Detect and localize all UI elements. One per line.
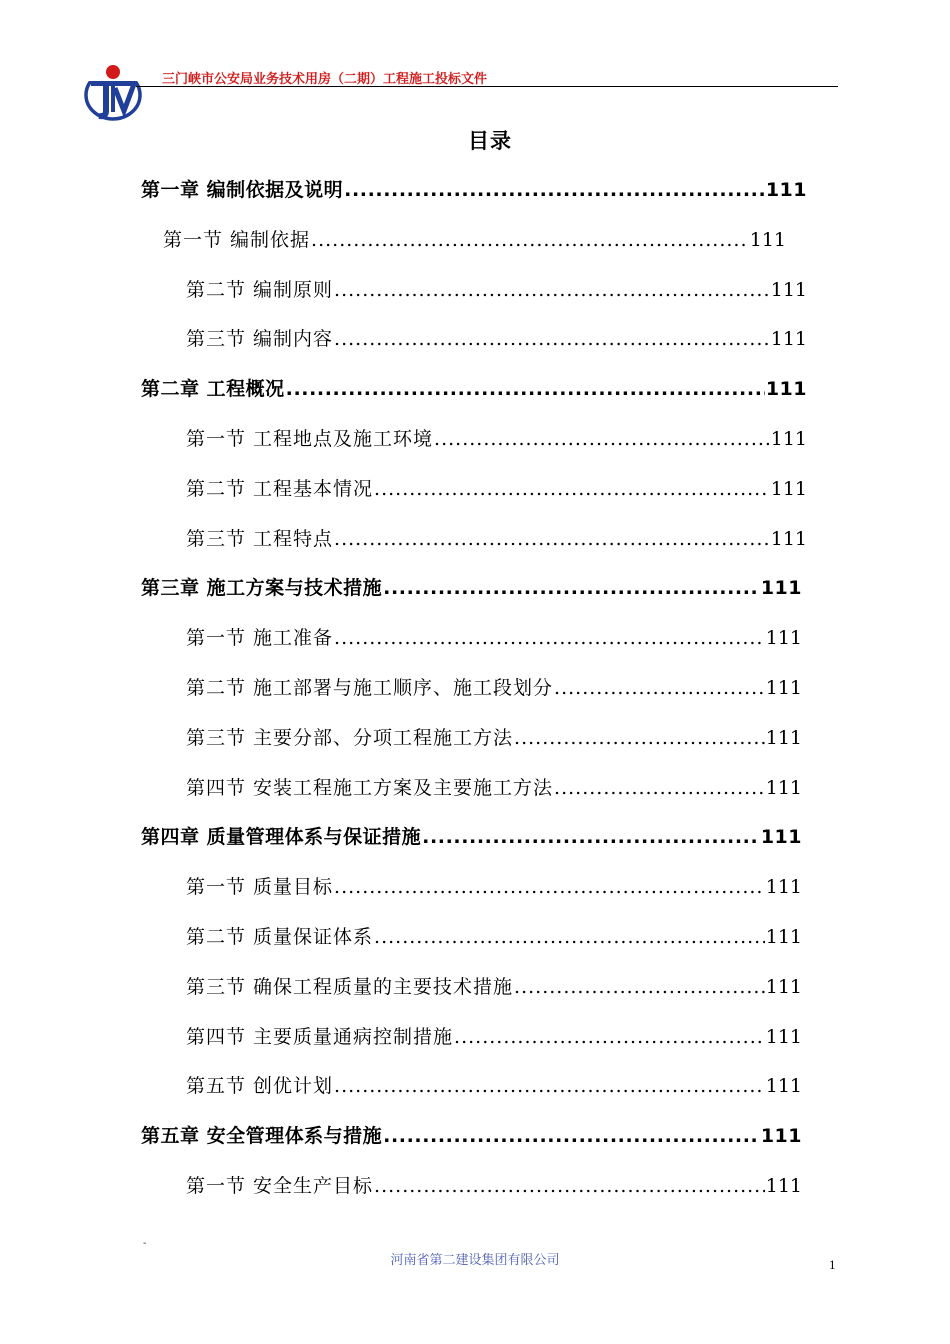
toc-dot-leader <box>554 677 765 699</box>
toc-dot-leader <box>286 378 765 400</box>
toc-entry-label: 第二节 施工部署与施工顺序、施工段划分 <box>186 677 554 699</box>
toc-dot-leader <box>422 826 760 848</box>
toc-section-entry[interactable] <box>186 474 807 502</box>
page-number: 1 <box>829 1257 836 1272</box>
toc-entry-label: 第四节 主要质量通病控制措施 <box>186 1025 454 1048</box>
toc-chapter-entry[interactable] <box>141 1121 802 1149</box>
toc-entry-page: 111 <box>770 328 807 351</box>
toc-entry-page: 111 <box>765 1025 802 1048</box>
toc-entry-page: 111 <box>765 179 807 201</box>
toc-section-entry[interactable] <box>186 872 802 900</box>
toc-entry-page: 111 <box>765 975 802 998</box>
toc-section-entry[interactable] <box>186 773 802 801</box>
toc-entry-page: 111 <box>770 527 807 550</box>
toc-chapter-entry[interactable] <box>141 374 807 402</box>
toc-section-entry[interactable] <box>186 275 807 303</box>
toc-entry-page: 111 <box>765 627 802 650</box>
toc-entry-label: 第三节 确保工程质量的主要技术措施 <box>186 975 514 998</box>
toc-dot-leader <box>334 528 770 550</box>
toc-entry-page: 111 <box>765 726 802 749</box>
toc-dot-leader <box>514 976 765 998</box>
toc-entry-page: 111 <box>765 876 802 899</box>
toc-entry-label: 第一节 安全生产目标 <box>186 1175 374 1197</box>
toc-entry-page: 111 <box>770 428 807 450</box>
toc-entry-page: 111 <box>765 926 802 948</box>
toc-entry-page: 111 <box>760 577 802 600</box>
toc-dot-leader <box>334 279 770 301</box>
toc-entry-label: 第四章 质量管理体系与保证措施 <box>141 826 422 849</box>
toc-dot-leader <box>334 1075 765 1097</box>
toc-dot-leader <box>344 179 765 201</box>
toc-dot-leader <box>554 777 765 799</box>
toc-section-entry[interactable] <box>163 225 786 253</box>
toc-entry-page: 111 <box>765 677 802 699</box>
toc-dot-leader <box>334 627 765 649</box>
toc-entry-label: 第五章 安全管理体系与措施 <box>141 1125 383 1148</box>
toc-entry-page: 111 <box>760 1125 802 1148</box>
toc-entry-page: 111 <box>765 776 802 799</box>
toc-section-entry[interactable] <box>186 1171 802 1199</box>
toc-entry-label: 第二节 工程基本情况 <box>186 477 374 500</box>
toc-section-entry[interactable] <box>186 1022 802 1050</box>
toc-section-entry[interactable] <box>186 1071 802 1099</box>
toc-section-entry[interactable] <box>186 922 802 950</box>
footer-company: 河南省第二建设集团有限公司 <box>390 1253 560 1268</box>
toc-entry-label: 第一章 编制依据及说明 <box>141 179 344 201</box>
toc-chapter-entry[interactable] <box>141 175 807 203</box>
toc-chapter-entry[interactable] <box>141 573 802 601</box>
toc-entry-label: 第二节 质量保证体系 <box>186 926 374 948</box>
toc-entry-label: 第一节 编制依据 <box>163 228 311 251</box>
toc-dot-leader <box>383 577 760 599</box>
toc-section-entry[interactable] <box>186 623 802 651</box>
toc-dot-leader <box>334 876 765 898</box>
toc-entry-page: 111 <box>770 477 807 500</box>
toc-entry-label: 第一节 质量目标 <box>186 876 334 899</box>
toc-dot-leader <box>374 926 765 948</box>
toc-section-entry[interactable] <box>186 972 802 1000</box>
footer-mark: - <box>143 1238 147 1249</box>
toc-entry-page: 111 <box>765 1075 802 1098</box>
toc-entry-label: 第三节 工程特点 <box>186 527 334 550</box>
toc-entry-label: 第三节 主要分部、分项工程施工方法 <box>186 726 514 749</box>
toc-entry-page: 111 <box>760 826 802 849</box>
toc-dot-leader <box>374 1175 765 1197</box>
toc-section-entry[interactable] <box>186 524 807 552</box>
toc-section-entry[interactable] <box>186 424 807 452</box>
toc-entry-label: 第一节 工程地点及施工环境 <box>186 428 434 450</box>
toc-dot-leader <box>311 229 749 251</box>
toc-dot-leader <box>434 428 770 450</box>
toc-entry-label: 第三章 施工方案与技术措施 <box>141 577 383 600</box>
toc-dot-leader <box>334 328 770 350</box>
toc-entry-label: 第二节 编制原则 <box>186 278 334 301</box>
toc-entry-page: 111 <box>770 278 807 301</box>
toc-section-entry[interactable] <box>186 324 807 352</box>
toc-entry-page: 111 <box>765 378 807 401</box>
toc-entry-label: 第五节 创优计划 <box>186 1075 334 1098</box>
toc-entry-page: 111 <box>765 1175 802 1197</box>
toc-entry-label: 第三节 编制内容 <box>186 328 334 351</box>
header-title: 三门峡市公安局业务技术用房（二期）工程施工投标文件 <box>162 72 488 87</box>
toc-dot-leader <box>383 1125 760 1147</box>
toc-section-entry[interactable] <box>186 723 802 751</box>
toc-entry-label: 第二章 工程概况 <box>141 378 285 401</box>
toc-dot-leader <box>454 1026 765 1048</box>
toc-section-entry[interactable] <box>186 673 802 701</box>
document-title: 目录 <box>468 129 512 153</box>
toc-entry-label: 第四节 安装工程施工方案及主要施工方法 <box>186 776 554 799</box>
toc-entry-label: 第一节 施工准备 <box>186 627 334 650</box>
toc-dot-leader <box>374 478 770 500</box>
toc-chapter-entry[interactable] <box>141 822 802 850</box>
toc-dot-leader <box>514 727 765 749</box>
toc-entry-page: 111 <box>749 228 786 251</box>
